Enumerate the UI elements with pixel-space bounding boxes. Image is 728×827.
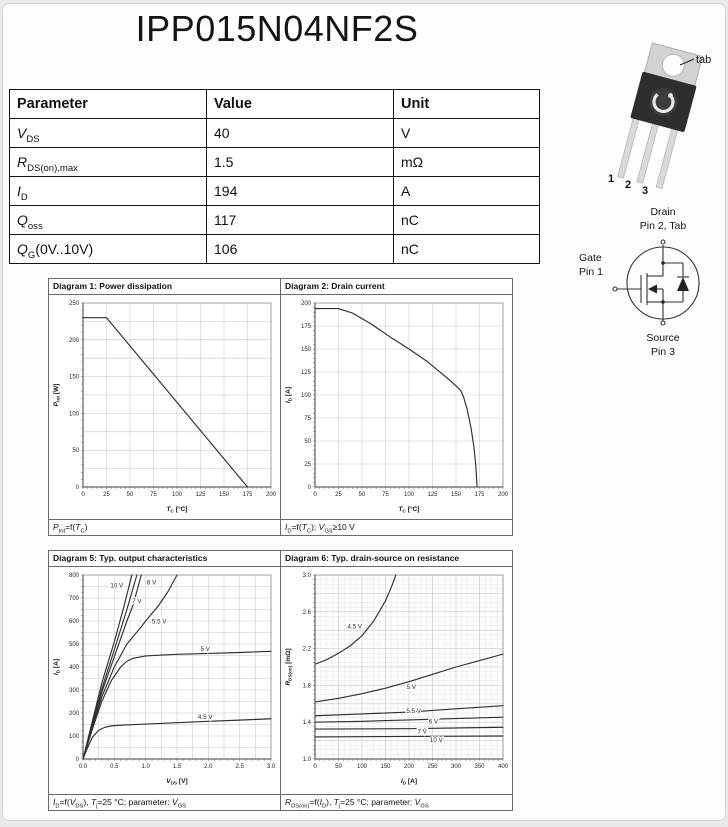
svg-text:50: 50 [126,492,134,498]
svg-text:TC [°C]: $T_C$ [°C] [166,506,188,514]
svg-text:1.0: 1.0 [302,757,311,763]
col-header-value: Value [207,90,394,119]
svg-text:400: 400 [68,665,79,671]
drain-pin-label: Pin 2, Tab [639,220,687,232]
svg-text:2.6: 2.6 [302,609,311,616]
svg-text:100: 100 [356,764,368,770]
diagram-6-chart [281,567,512,789]
svg-text:300: 300 [68,688,79,694]
svg-text:125: 125 [427,492,438,498]
col-header-unit: Unit [394,90,540,119]
parameter-table [9,89,540,264]
svg-text:125: 125 [300,370,311,376]
svg-text:175: 175 [300,324,311,330]
svg-text:150: 150 [450,492,462,498]
svg-text:3.0: 3.0 [266,764,276,770]
svg-text:0: 0 [313,492,317,498]
svg-text:5.5 V: 5.5 V [406,708,421,716]
svg-text:25: 25 [103,492,110,498]
svg-text:0: 0 [81,492,85,498]
panel-diagram-5 [49,551,280,810]
diagram-1-chart [49,295,280,517]
svg-text:0.5: 0.5 [110,764,119,770]
svg-text:400: 400 [497,764,509,770]
svg-text:150: 150 [380,764,391,770]
svg-text:4.5 V: 4.5 V [197,714,213,722]
svg-text:75: 75 [304,416,311,422]
unit-cell: A [394,177,540,206]
svg-text:50: 50 [72,448,79,455]
svg-text:ID [A]: $I_D$ [A] [285,386,293,404]
svg-text:7 V: 7 V [132,597,142,605]
svg-text:2.5: 2.5 [235,764,244,770]
svg-text:5 V: 5 V [406,684,416,692]
diagram-6-caption: $R_{DS(on)}=f(I_D)$, $T_j=25$ °C; parameter: $V_{GS}$ [281,794,512,810]
unit-cell: V [394,119,540,148]
svg-text:600: 600 [68,619,79,625]
svg-text:250: 250 [68,301,79,307]
svg-text:25: 25 [304,462,311,468]
svg-text:200: 200 [68,337,79,344]
svg-text:200: 200 [403,764,415,770]
svg-text:6 V: 6 V [146,579,157,587]
svg-text:250: 250 [427,764,438,770]
unit-cell: mΩ [394,148,540,177]
value-cell: 117 [207,206,394,235]
diagram-block-bottom [48,550,513,811]
svg-text:75: 75 [150,492,157,498]
svg-text:100: 100 [68,411,79,418]
svg-text:5.5 V: 5.5 V [151,618,167,626]
table-row [10,235,540,264]
svg-text:500: 500 [68,642,79,648]
svg-text:VDS [V]: $V_{DS}$ [V] [166,778,188,786]
diagram-2-title: Diagram 2: Drain current [281,279,512,295]
value-cell: 106 [207,235,394,264]
col-header-parameter: Parameter [10,90,207,119]
svg-text:75: 75 [382,492,389,498]
diagram-block-top [48,278,513,536]
svg-text:5 V: 5 V [200,646,210,654]
svg-text:100: 100 [403,492,415,498]
svg-text:0: 0 [307,485,311,491]
tab-label: tab [696,54,712,66]
svg-text:1.4: 1.4 [302,720,311,727]
svg-text:200: 200 [265,492,277,498]
panel-diagram-1 [49,279,280,535]
diagram-1-title: Diagram 1: Power dissipation [49,279,280,295]
package-leg [656,127,678,188]
svg-text:700: 700 [68,596,79,602]
svg-text:6 V: 6 V [428,718,439,726]
svg-text:0: 0 [313,764,317,770]
value-cell: 194 [207,177,394,206]
diagram-2-caption: $I_D=f(T_C)$; $V_{GS}\ge 10$ V [281,519,512,535]
diagram-5-caption: $I_D=f(V_{DS})$, $T_j=25$ °C; parameter: $V_{GS}$ [49,794,280,810]
table-row [10,206,540,235]
gate-pin-label: Pin 1 [579,266,603,278]
source-pin-label: Pin 3 [651,346,675,358]
diagram-5-title: Diagram 5: Typ. output characteristics [49,551,280,567]
svg-text:10 V: 10 V [110,582,124,590]
value-cell: 40 [207,119,394,148]
param-cell: $Q_G(0V..10V)$ [10,235,207,264]
param-table-body [10,119,540,264]
svg-text:1.8: 1.8 [302,683,311,690]
table-header-row [10,90,540,119]
source-label: Source [646,332,680,344]
svg-text:125: 125 [195,492,206,498]
svg-text:0.0: 0.0 [78,764,88,770]
mosfet-symbol [575,201,728,363]
svg-text:ID [A]: $I_D$ [A] [53,658,61,676]
mosfet-arrow-icon [648,285,657,294]
svg-text:300: 300 [450,764,462,770]
svg-text:TC [°C]: $T_C$ [°C] [398,506,420,514]
param-cell: $V_{DS}$ [10,119,207,148]
svg-text:RDS(on) [mΩ]: $R_{DS(on)}$ [mΩ] [285,648,293,686]
unit-cell: nC [394,206,540,235]
body-diode-icon [677,277,689,291]
table-row [10,119,540,148]
package-leg [618,117,640,178]
svg-text:50: 50 [335,764,342,770]
svg-text:150: 150 [300,347,311,353]
svg-text:200: 200 [300,301,311,307]
svg-text:200: 200 [68,711,79,717]
svg-text:25: 25 [335,492,342,498]
pin-1-label: 1 [608,173,615,185]
value-cell: 1.5 [207,148,394,177]
svg-text:10 V: 10 V [429,737,443,745]
svg-text:50: 50 [358,492,366,498]
svg-text:100: 100 [300,393,311,399]
svg-text:150: 150 [68,374,79,381]
svg-text:200: 200 [497,492,509,498]
page-title: IPP015N04NF2S [135,8,419,49]
svg-text:100: 100 [68,734,79,740]
panel-diagram-2 [280,279,512,535]
diagram-5-chart [49,567,280,789]
param-cell: $I_D$ [10,177,207,206]
table-row [10,148,540,177]
svg-text:1.0: 1.0 [141,764,150,770]
package-drawing [584,34,728,206]
panel-diagram-6 [280,551,512,810]
svg-text:Ptot [W]: $P_{tot}$ [W] [53,383,61,407]
diagram-1-caption: $P_{tot}=f(T_C)$ [49,519,280,535]
svg-text:50: 50 [304,439,311,445]
gate-label: Gate [579,252,602,264]
param-cell: $Q_{oss}$ [10,206,207,235]
param-cell: $R_{DS(on),max}$ [10,148,207,177]
svg-text:3.0: 3.0 [302,573,311,579]
svg-text:4.5 V: 4.5 V [347,623,362,631]
svg-text:175: 175 [242,492,253,498]
datasheet-page [2,3,726,821]
svg-text:150: 150 [218,492,230,498]
svg-text:1.5: 1.5 [172,764,182,770]
svg-text:800: 800 [68,573,79,579]
table-row [10,177,540,206]
svg-text:ID [A]: $I_D$ [A] [400,778,418,786]
pin-2-label: 2 [625,179,632,191]
svg-text:350: 350 [474,764,485,770]
svg-text:0: 0 [75,757,79,763]
svg-text:2.2: 2.2 [302,646,311,653]
unit-cell: nC [394,235,540,264]
svg-text:100: 100 [171,492,183,498]
svg-text:2.0: 2.0 [204,764,213,770]
pin-3-label: 3 [642,185,649,197]
svg-text:7 V: 7 V [417,728,427,736]
drain-label: Drain [650,206,676,218]
diagram-6-title: Diagram 6: Typ. drain-source on resistance [281,551,512,567]
package-leg [637,122,659,183]
svg-text:175: 175 [474,492,485,498]
diagram-2-chart [281,295,512,517]
svg-text:0: 0 [75,485,79,491]
